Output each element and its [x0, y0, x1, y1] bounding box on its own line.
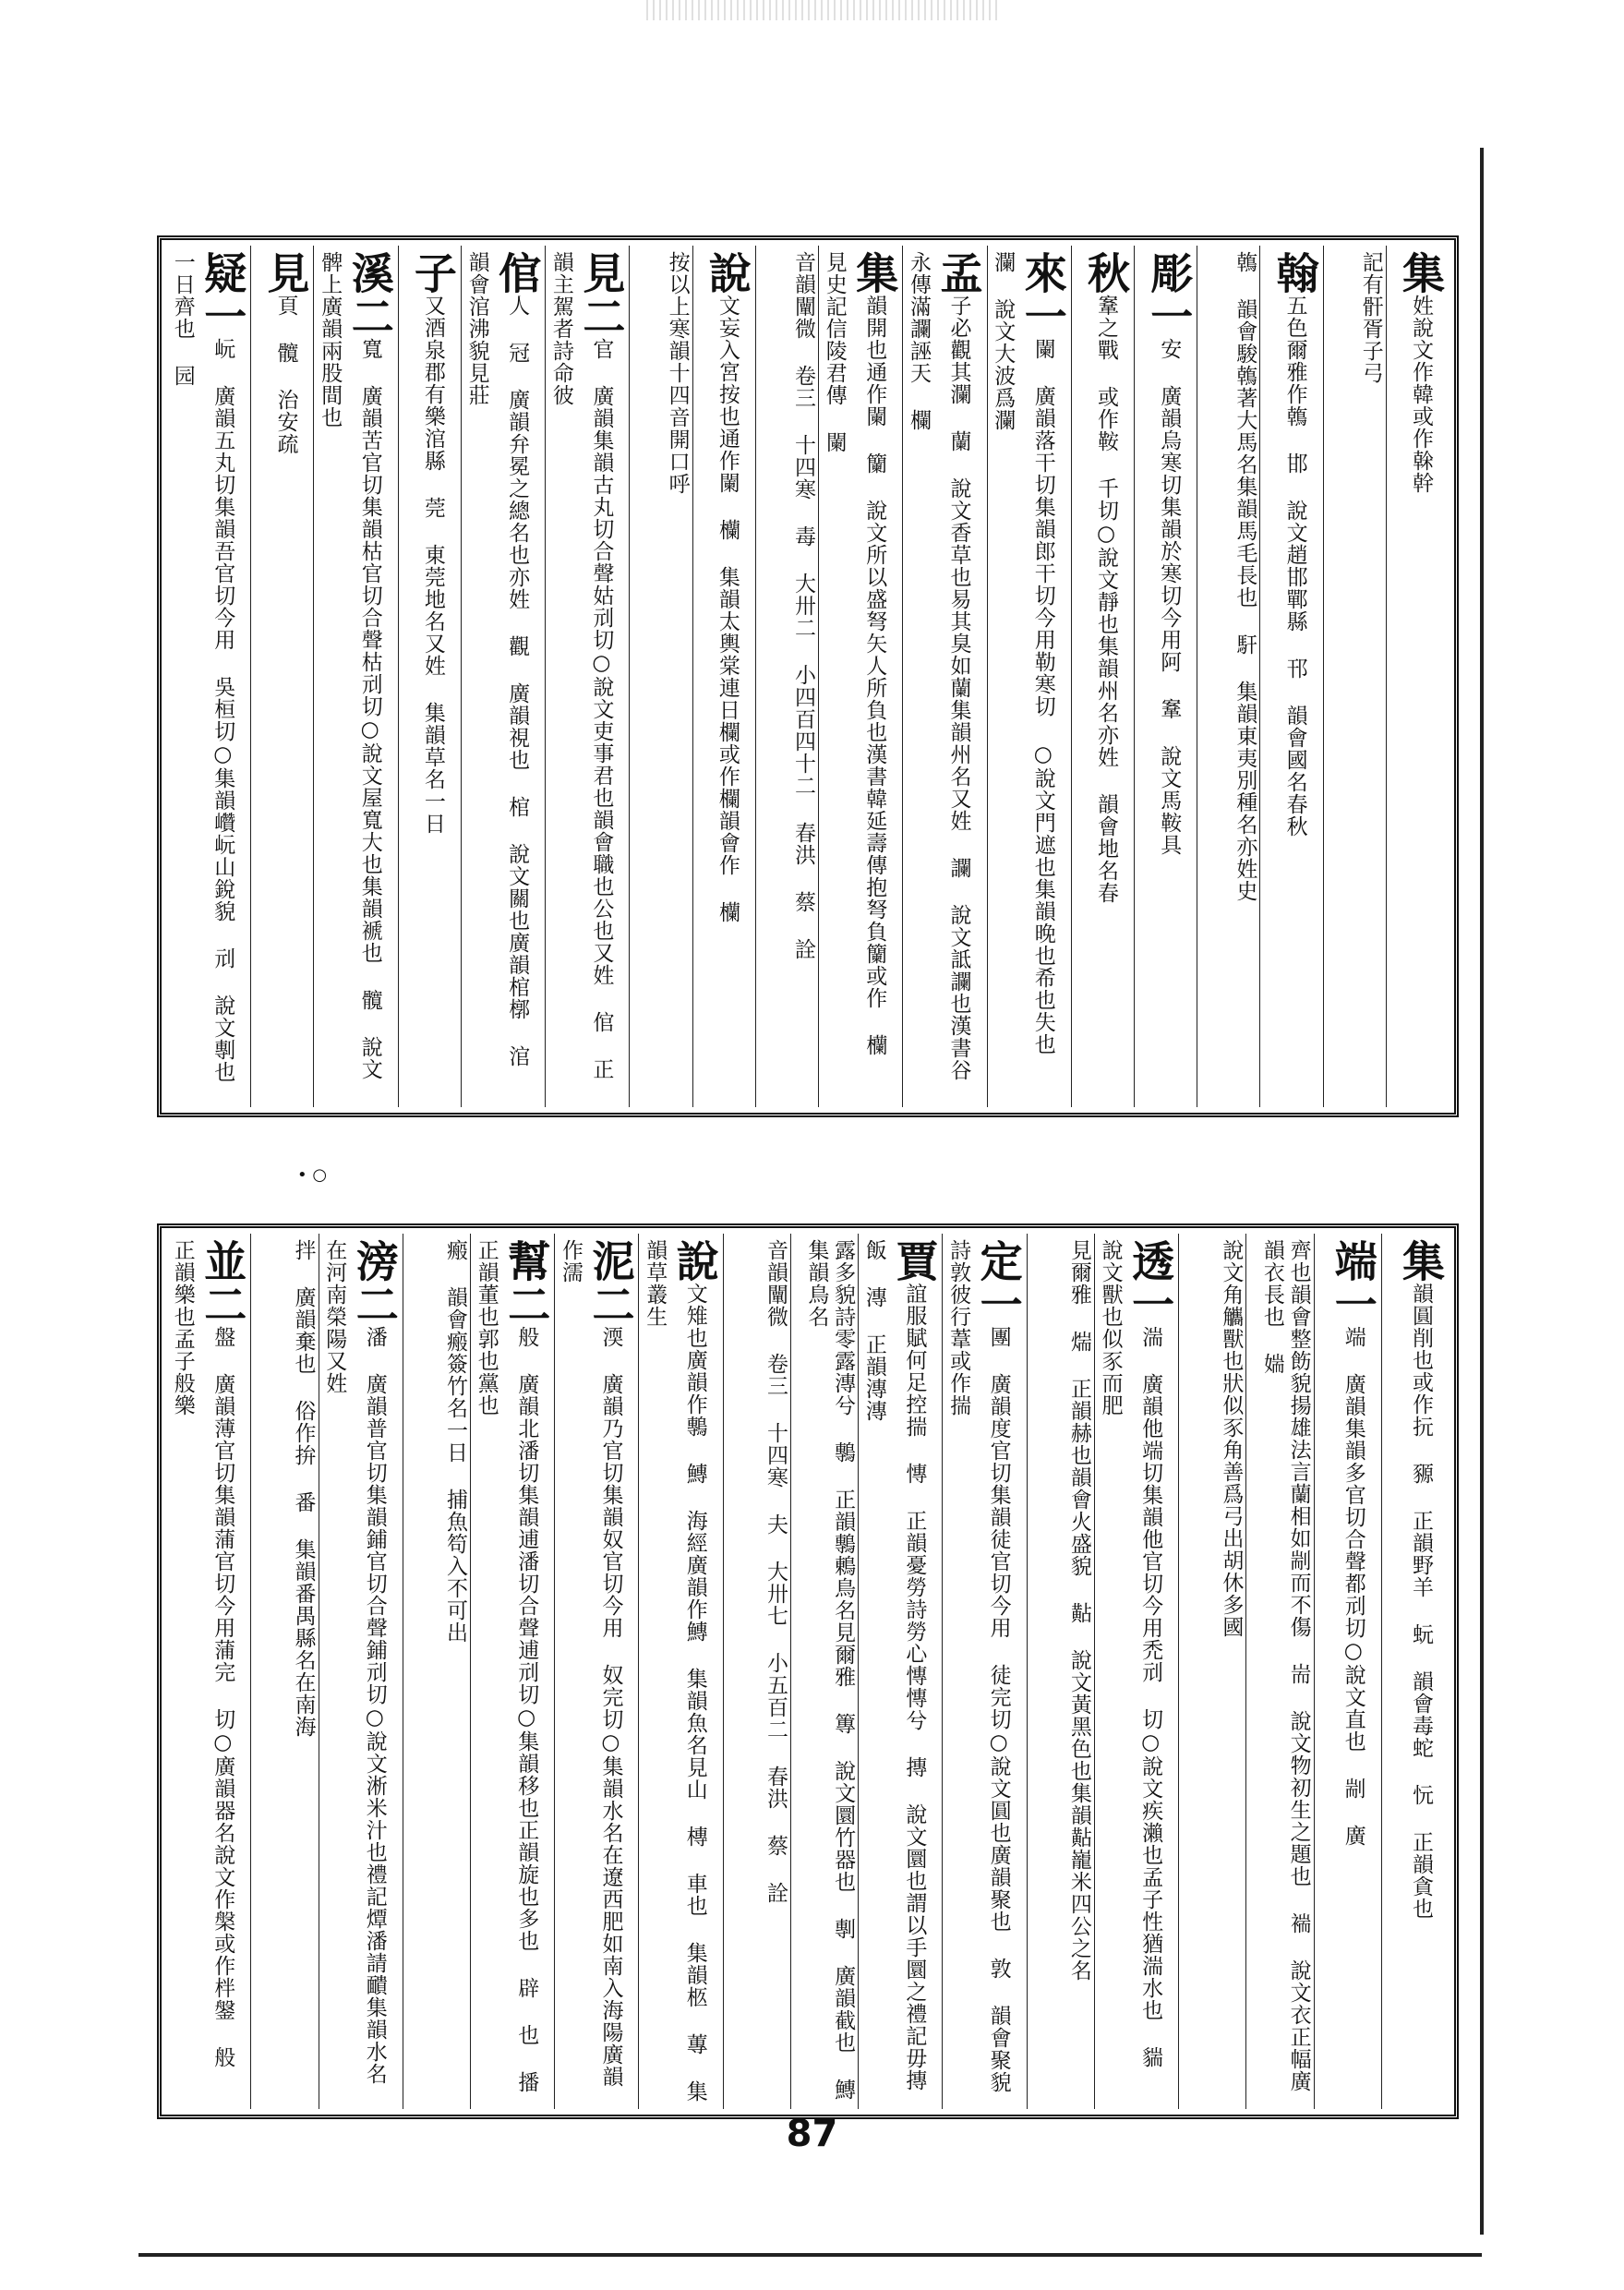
column-text: 拌 廣韻棄也 俗作拚 番 集韻番禺縣名在南海 — [291, 1239, 316, 1738]
text-column — [167, 1234, 250, 2109]
column-text: 韻圓削也或作抏 豲 正韻野羊 蚖 韻會毒蛇 忨 正韻貪也 — [1409, 1283, 1433, 1920]
column-head: 集 — [1396, 251, 1446, 295]
column-text: 誼服賦何足控揣 慱 正韻憂勞詩勞心慱慱兮 摶 說文圜也謂以手圜之禮記毋摶飯 漙 正韻漙漙 — [861, 1239, 927, 2091]
column-text: 鶾 韻會駿鶾著大馬名集韻馬毛長也 馯 集韻東夷別種名亦姓史 — [1233, 251, 1257, 902]
text-column — [1259, 246, 1322, 1107]
column-head: 說 — [669, 1239, 720, 1283]
column-text: 瘢 韻會瘢簽竹名一日 捕魚笱入不可出 — [442, 1239, 467, 1644]
column-text: 團 廣韻度官切集韻徒官切今用 徒完切○說文圓也廣韻聚也 敦 韻會聚貌詩敦彼行葦或作揣 — [946, 1239, 1011, 2093]
column-text: 人 冠 廣韻弁冕之總名也亦姓 觀 廣韻視也 棺 說文關也廣韻棺槨 涫 韻會涫沸貌見莊 — [464, 251, 530, 1067]
column-text: 岏 廣韻五丸切集韻吾官切今用 吳桓切○集韻巑岏山銳貌 刓 說文剸也一日齊也 园 — [170, 251, 235, 1083]
text-column — [790, 1234, 858, 2109]
text-column — [1071, 246, 1134, 1107]
column-text: 官 廣韻集韻古丸切合聲姑刓切○說文吏事君也韻會職也公也又姓 倌 正韻主駕者詩命彼 — [548, 251, 614, 1080]
column-text: 五色爾雅作鶾 邯 說文趙邯鄲縣 邗 韻會國名春秋 — [1282, 295, 1307, 838]
text-column — [638, 1234, 722, 2109]
column-text: 見爾雅 煓 正韻赫也韻會火盛貌 黇 說文黃黑色也集韻黇巃米四公之名 — [1066, 1239, 1091, 1982]
column-text: 子必觀其瀾 蘭 說文香草也易其臭如蘭集韻州名又姓 讕 說文詆讕也漢書谷永傳滿讕誣天 欄 — [907, 251, 971, 1081]
text-column — [1314, 1234, 1381, 2109]
column-text: 湍 廣韻他端切集韻他官切今用禿刓 切○說文疾瀨也孟子性猶湍水也 貒 說文獸也似豕而肥 — [1098, 1239, 1163, 2068]
text-column — [554, 1234, 638, 2109]
text-column — [902, 246, 986, 1107]
column-text: 般 廣韻北潘切集韻逋潘切合聲逋刓切○集韻移也正韻旋也多也 辟 也 播 正韻董也郭也黨也 — [474, 1239, 539, 2093]
column-head: 說 — [702, 251, 752, 295]
column-head: 子 — [407, 251, 458, 295]
text-column — [755, 246, 818, 1107]
bottom-panel — [157, 1223, 1459, 2119]
column-text: 按以上寒韻十四音開口呼 — [665, 251, 690, 495]
text-column — [1094, 1234, 1178, 2109]
column-head: 賈 — [889, 1239, 940, 1283]
text-column — [858, 1234, 942, 2109]
column-text: 端 廣韻集韻多官切合聲都刓切○說文直也 剬 廣 — [1341, 1326, 1365, 1847]
text-column — [818, 246, 902, 1107]
column-text: 潘 廣韻普官切集韻鋪官切合聲鋪刓切○說文淅米汁也禮記燂潘請靧集韻水名在河南榮陽又姓 — [322, 1239, 387, 2085]
text-column — [1386, 246, 1449, 1107]
column-head: 見二 — [576, 251, 627, 338]
column-head: 透一 — [1125, 1239, 1176, 1326]
column-text: 文妄入宮按也通作闌 欗 集韻太輿棠連日欄或作欄韻會作 欗 — [715, 295, 740, 923]
column-text: 寬 廣韻苦官切集韻枯官切合聲枯刓切○說文屋寬大也集韻褫也 髖 說文髀上廣韻兩股間也 — [318, 251, 382, 1080]
text-column — [723, 1234, 790, 2109]
column-head: 並二 — [198, 1239, 248, 1326]
column-head: 滂二 — [349, 1239, 400, 1326]
binding-edge-rule — [1480, 148, 1484, 2235]
column-head: 疑一 — [198, 251, 248, 338]
column-text: 齊也韻會整飭貌揚雄法言蘭相如剬而不傷 耑 說文物初生之題也 褍 說文衣正幅廣韻衣長也 媏 — [1259, 1239, 1311, 2092]
column-head: 來一 — [1017, 251, 1068, 338]
column-text: 闌 廣韻落干切集韻郎干切今用勒寒切 ○說文門遮也集韻晚也希也失也 瀾 說文大波爲瀾 — [991, 251, 1055, 1055]
column-head: 孟 — [933, 251, 984, 295]
scan-dots: • ○ — [297, 1165, 328, 1185]
column-head: 幫二 — [501, 1239, 552, 1326]
column-text: 文雉也廣韻作鷒 鱄 海經廣韻作鱄 集韻魚名見山 槫 車也 集韻柩 蓴 集韻草叢生 — [643, 1239, 707, 2103]
text-column — [250, 1234, 318, 2109]
column-text: 盤 廣韻薄官切集韻蒲官切今用蒲完 切○廣韻器名說文作槃或作柈鎜 般 正韻樂也孟子般樂 — [170, 1239, 235, 2068]
column-text: 姓說文作韓或作榦幹 — [1409, 295, 1433, 494]
column-head: 集 — [849, 251, 900, 295]
column-head: 彫一 — [1144, 251, 1195, 338]
bottom-panel-columns — [167, 1234, 1449, 2109]
column-text: 安 廣韻烏寒切集韻於寒切今用阿 鞌 說文馬鞍具 — [1157, 338, 1182, 856]
column-text: 頁 髖 治安疏 — [273, 295, 298, 455]
column-text: 又酒泉郡有樂涫縣 莞 東莞地名又姓 集韻草名一日 — [420, 295, 445, 835]
text-column — [987, 246, 1071, 1107]
text-column — [629, 246, 692, 1107]
text-column — [1134, 246, 1197, 1107]
column-text: 音韻闡微 卷三 十四寒 夫 大卅七 小五百二 春洪 蔡 詮 — [763, 1239, 788, 1904]
column-head: 集 — [1396, 1239, 1446, 1283]
page-number: 87 — [786, 2113, 838, 2155]
text-column — [1381, 1234, 1449, 2109]
column-head: 見 — [260, 251, 311, 295]
column-head: 溪二 — [344, 251, 395, 338]
text-column — [1027, 1234, 1094, 2109]
top-panel — [157, 235, 1459, 1117]
column-head: 倌 — [492, 251, 543, 295]
text-column — [545, 246, 629, 1107]
column-head: 端一 — [1328, 1239, 1378, 1326]
text-column — [942, 1234, 1026, 2109]
text-column — [250, 246, 313, 1107]
column-head: 定一 — [973, 1239, 1024, 1326]
text-column — [1178, 1234, 1245, 2109]
column-text: 渜 廣韻乃官切集韻奴官切今用 奴完切○集韻水名在遼西肥如南入海陽廣韻作濡 — [558, 1239, 623, 2088]
text-column — [319, 1234, 403, 2109]
text-column — [1197, 246, 1259, 1107]
column-head: 秋 — [1080, 251, 1131, 295]
top-panel-columns — [167, 246, 1449, 1107]
scan-smudge — [646, 0, 997, 20]
text-column — [470, 1234, 554, 2109]
column-text: 記有骭胥子弓 — [1358, 251, 1383, 384]
column-text: 說文角觿獸也狀似豕角善爲弓出胡休多國 — [1219, 1239, 1244, 1638]
column-head: 翰 — [1269, 251, 1320, 295]
text-column — [398, 246, 461, 1107]
column-text: 音韻闡微 卷三 十四寒 毒 大卅二 小四百四十二 春洪 蔡 詮 — [791, 251, 816, 960]
text-column — [1245, 1234, 1313, 2109]
text-column — [461, 246, 545, 1107]
bottom-edge-rule — [138, 2253, 1482, 2257]
text-column — [167, 246, 250, 1107]
column-text: 鞌之戰 或作鞍 千切○說文靜也集韻州名亦姓 韻會地名春 — [1093, 295, 1118, 904]
text-column — [403, 1234, 470, 2109]
text-column — [313, 246, 397, 1107]
column-text: 露多貌詩零露漙兮 鷒 正韻鷒鶇鳥名見爾雅 篿 說文圜竹器也 剸 廣韻截也 鱄 集韻鳥名 — [804, 1239, 856, 2101]
text-column — [1323, 246, 1386, 1107]
text-column — [692, 246, 755, 1107]
column-text: 韻開也通作闌 籣 說文所以盛弩矢人所負也漢書韓延壽傳抱弩負籣或作 欗 見史記信陵君傳 闌 — [822, 251, 887, 1056]
column-head: 泥二 — [585, 1239, 636, 1326]
